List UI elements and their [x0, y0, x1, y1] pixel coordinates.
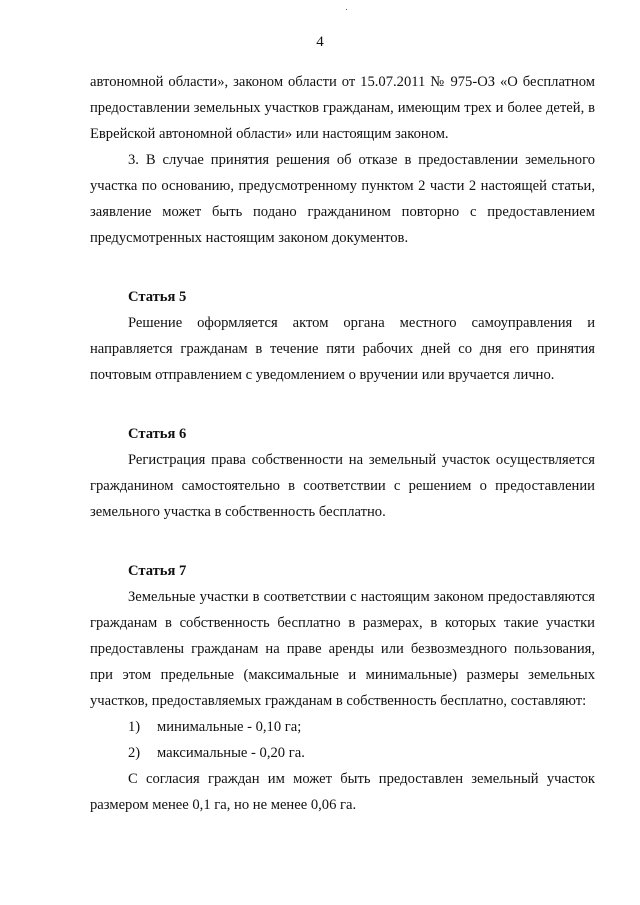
- article-5-heading: Статья 5: [128, 289, 187, 305]
- article-6-heading: Статья 6: [128, 426, 187, 442]
- page-number: 4: [316, 34, 324, 50]
- paragraph-continuation: автономной области», законом области от 15.07.2011 № 975-ОЗ «О бесплатном предоставлении земельных участков гражданам, имеющим трех и более детей, в Еврейской автономной области» или настоящим законом.: [90, 74, 595, 142]
- article-7-heading: Статья 7: [128, 563, 187, 579]
- list-item: [90, 714, 595, 740]
- article-5-text: Решение оформляется актом органа местного самоуправления и направляется гражданам в течение пяти рабочих дней со дня его принятия почтовым отправлением с уведомлением о вручении или вручается лично.: [90, 315, 595, 383]
- list-item-number: 2): [128, 745, 141, 761]
- list-item-text: минимальные - 0,10 га;: [157, 719, 302, 735]
- scan-speck: [346, 9, 347, 10]
- list-item-text: максимальные - 0,20 га.: [157, 745, 305, 761]
- article-7-text: Земельные участки в соответствии с настоящим законом предоставляются гражданам в собственность бесплатно в размерах, в которых такие участки предоставлены гражданам на праве аренды или безвозмездного пользования, при этом предельные (максимальные и минимальные) размеры земельных участков, предоставляемых гражданам в собственность бесплатно, составляют:: [90, 589, 595, 709]
- paragraph-item-3: 3. В случае принятия решения об отказе в предоставлении земельного участка по основанию, предусмотренному пунктом 2 части 2 настоящей статьи, заявление может быть подано гражданином повторно с предоставлением предусмотренных настоящим законом документов.: [90, 152, 595, 246]
- list-item: [90, 740, 595, 766]
- list-item-number: 1): [128, 719, 141, 735]
- article-6-text: Регистрация права собственности на земельный участок осуществляется гражданином самостоятельно в соответствии с решением о предоставлении земельного участка в собственность бесплатно.: [90, 452, 595, 520]
- document-body: [90, 69, 595, 818]
- article-7-closing: С согласия граждан им может быть предоставлен земельный участок размером менее 0,1 га, но не менее 0,06 га.: [90, 771, 595, 813]
